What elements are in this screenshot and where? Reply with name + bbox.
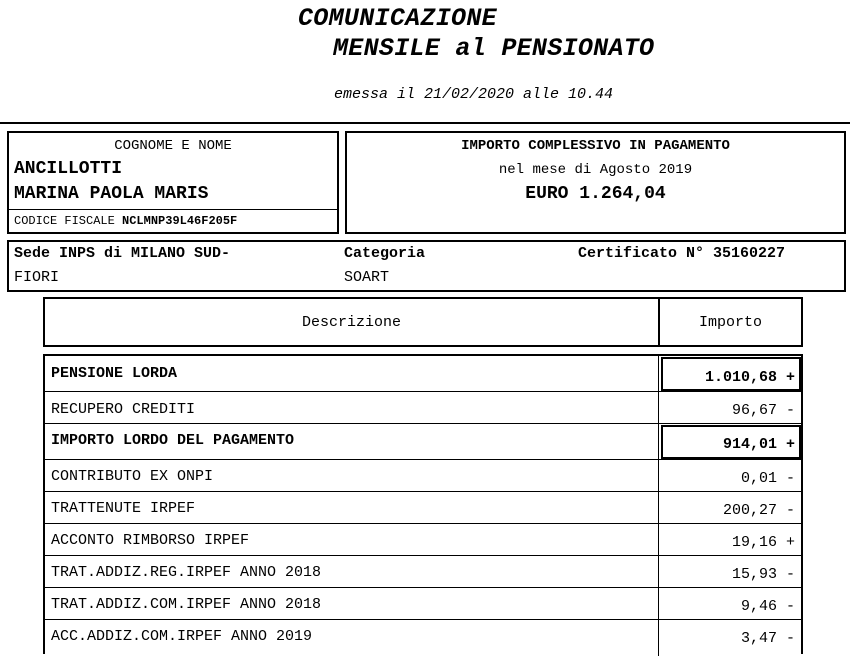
row-description: TRAT.ADDIZ.COM.IRPEF ANNO 2018 bbox=[51, 596, 322, 613]
row-description: IMPORTO LORDO DEL PAGAMENTO bbox=[51, 432, 295, 449]
row-description: CONTRIBUTO EX ONPI bbox=[51, 468, 214, 485]
table-row bbox=[45, 392, 801, 424]
row-amount: 3,47 - bbox=[740, 630, 795, 647]
table-row bbox=[45, 588, 801, 620]
column-amount: Importo bbox=[698, 313, 762, 331]
document-title-line-1: COMUNICAZIONE bbox=[298, 4, 497, 33]
table-row bbox=[45, 424, 801, 460]
column-divider bbox=[658, 460, 659, 491]
issue-date: emessa il 21/02/2020 alle 10.44 bbox=[334, 86, 614, 103]
column-divider bbox=[658, 392, 659, 423]
row-amount: 200,27 - bbox=[722, 502, 795, 519]
table-row bbox=[45, 556, 801, 588]
total-payment-label: IMPORTO COMPLESSIVO IN PAGAMENTO bbox=[461, 138, 730, 154]
table-header bbox=[43, 297, 803, 347]
document-title-line-2: MENSILE al PENSIONATO bbox=[333, 34, 655, 63]
row-amount: 19,16 + bbox=[731, 534, 795, 551]
fiscal-code-row bbox=[14, 214, 237, 228]
fiscal-code-value: NCLMNP39L46F205F bbox=[122, 214, 238, 228]
name-label: COGNOME E NOME bbox=[114, 138, 232, 154]
row-description: ACCONTO RIMBORSO IRPEF bbox=[51, 532, 250, 549]
table-row bbox=[45, 356, 801, 392]
column-divider bbox=[658, 524, 659, 555]
payment-table bbox=[43, 354, 803, 654]
column-divider bbox=[658, 424, 659, 459]
certificate-number: Certificato N° 35160227 bbox=[578, 245, 786, 262]
pensioner-name-box bbox=[7, 131, 339, 234]
column-divider bbox=[658, 492, 659, 523]
given-names: MARINA PAOLA MARIS bbox=[14, 184, 209, 204]
row-description: TRATTENUTE IRPEF bbox=[51, 500, 196, 517]
row-amount: 15,93 - bbox=[731, 566, 795, 583]
row-amount: 0,01 - bbox=[740, 470, 795, 487]
row-amount: 9,46 - bbox=[740, 598, 795, 615]
column-divider bbox=[658, 356, 659, 391]
table-row bbox=[45, 620, 801, 656]
row-description: ACC.ADDIZ.COM.IRPEF ANNO 2019 bbox=[51, 628, 313, 645]
payment-month: nel mese di Agosto 2019 bbox=[498, 162, 693, 178]
table-row bbox=[45, 492, 801, 524]
column-divider bbox=[658, 556, 659, 587]
category-label: Categoria bbox=[344, 245, 426, 262]
row-description: TRAT.ADDIZ.REG.IRPEF ANNO 2018 bbox=[51, 564, 322, 581]
inps-office-line-2: FIORI bbox=[14, 269, 60, 286]
row-amount: 914,01 + bbox=[722, 436, 795, 453]
row-description: PENSIONE LORDA bbox=[51, 365, 178, 382]
table-row bbox=[45, 460, 801, 492]
total-payment-amount: EURO 1.264,04 bbox=[525, 184, 666, 204]
fiscal-code-label: CODICE FISCALE bbox=[14, 214, 115, 228]
row-description: RECUPERO CREDITI bbox=[51, 401, 196, 418]
column-divider bbox=[658, 588, 659, 619]
total-payment-box bbox=[345, 131, 846, 234]
category-value: SOART bbox=[344, 269, 390, 286]
row-amount: 1.010,68 + bbox=[704, 369, 795, 386]
column-divider bbox=[658, 620, 659, 656]
column-description: Descrizione bbox=[45, 299, 660, 345]
fiscal-code-divider bbox=[9, 209, 337, 210]
pension-info-box bbox=[7, 240, 846, 292]
inps-office-line-1: Sede INPS di MILANO SUD- bbox=[14, 245, 231, 262]
surname: ANCILLOTTI bbox=[14, 159, 123, 179]
row-amount: 96,67 - bbox=[731, 402, 795, 419]
header-divider bbox=[0, 122, 850, 124]
table-row bbox=[45, 524, 801, 556]
